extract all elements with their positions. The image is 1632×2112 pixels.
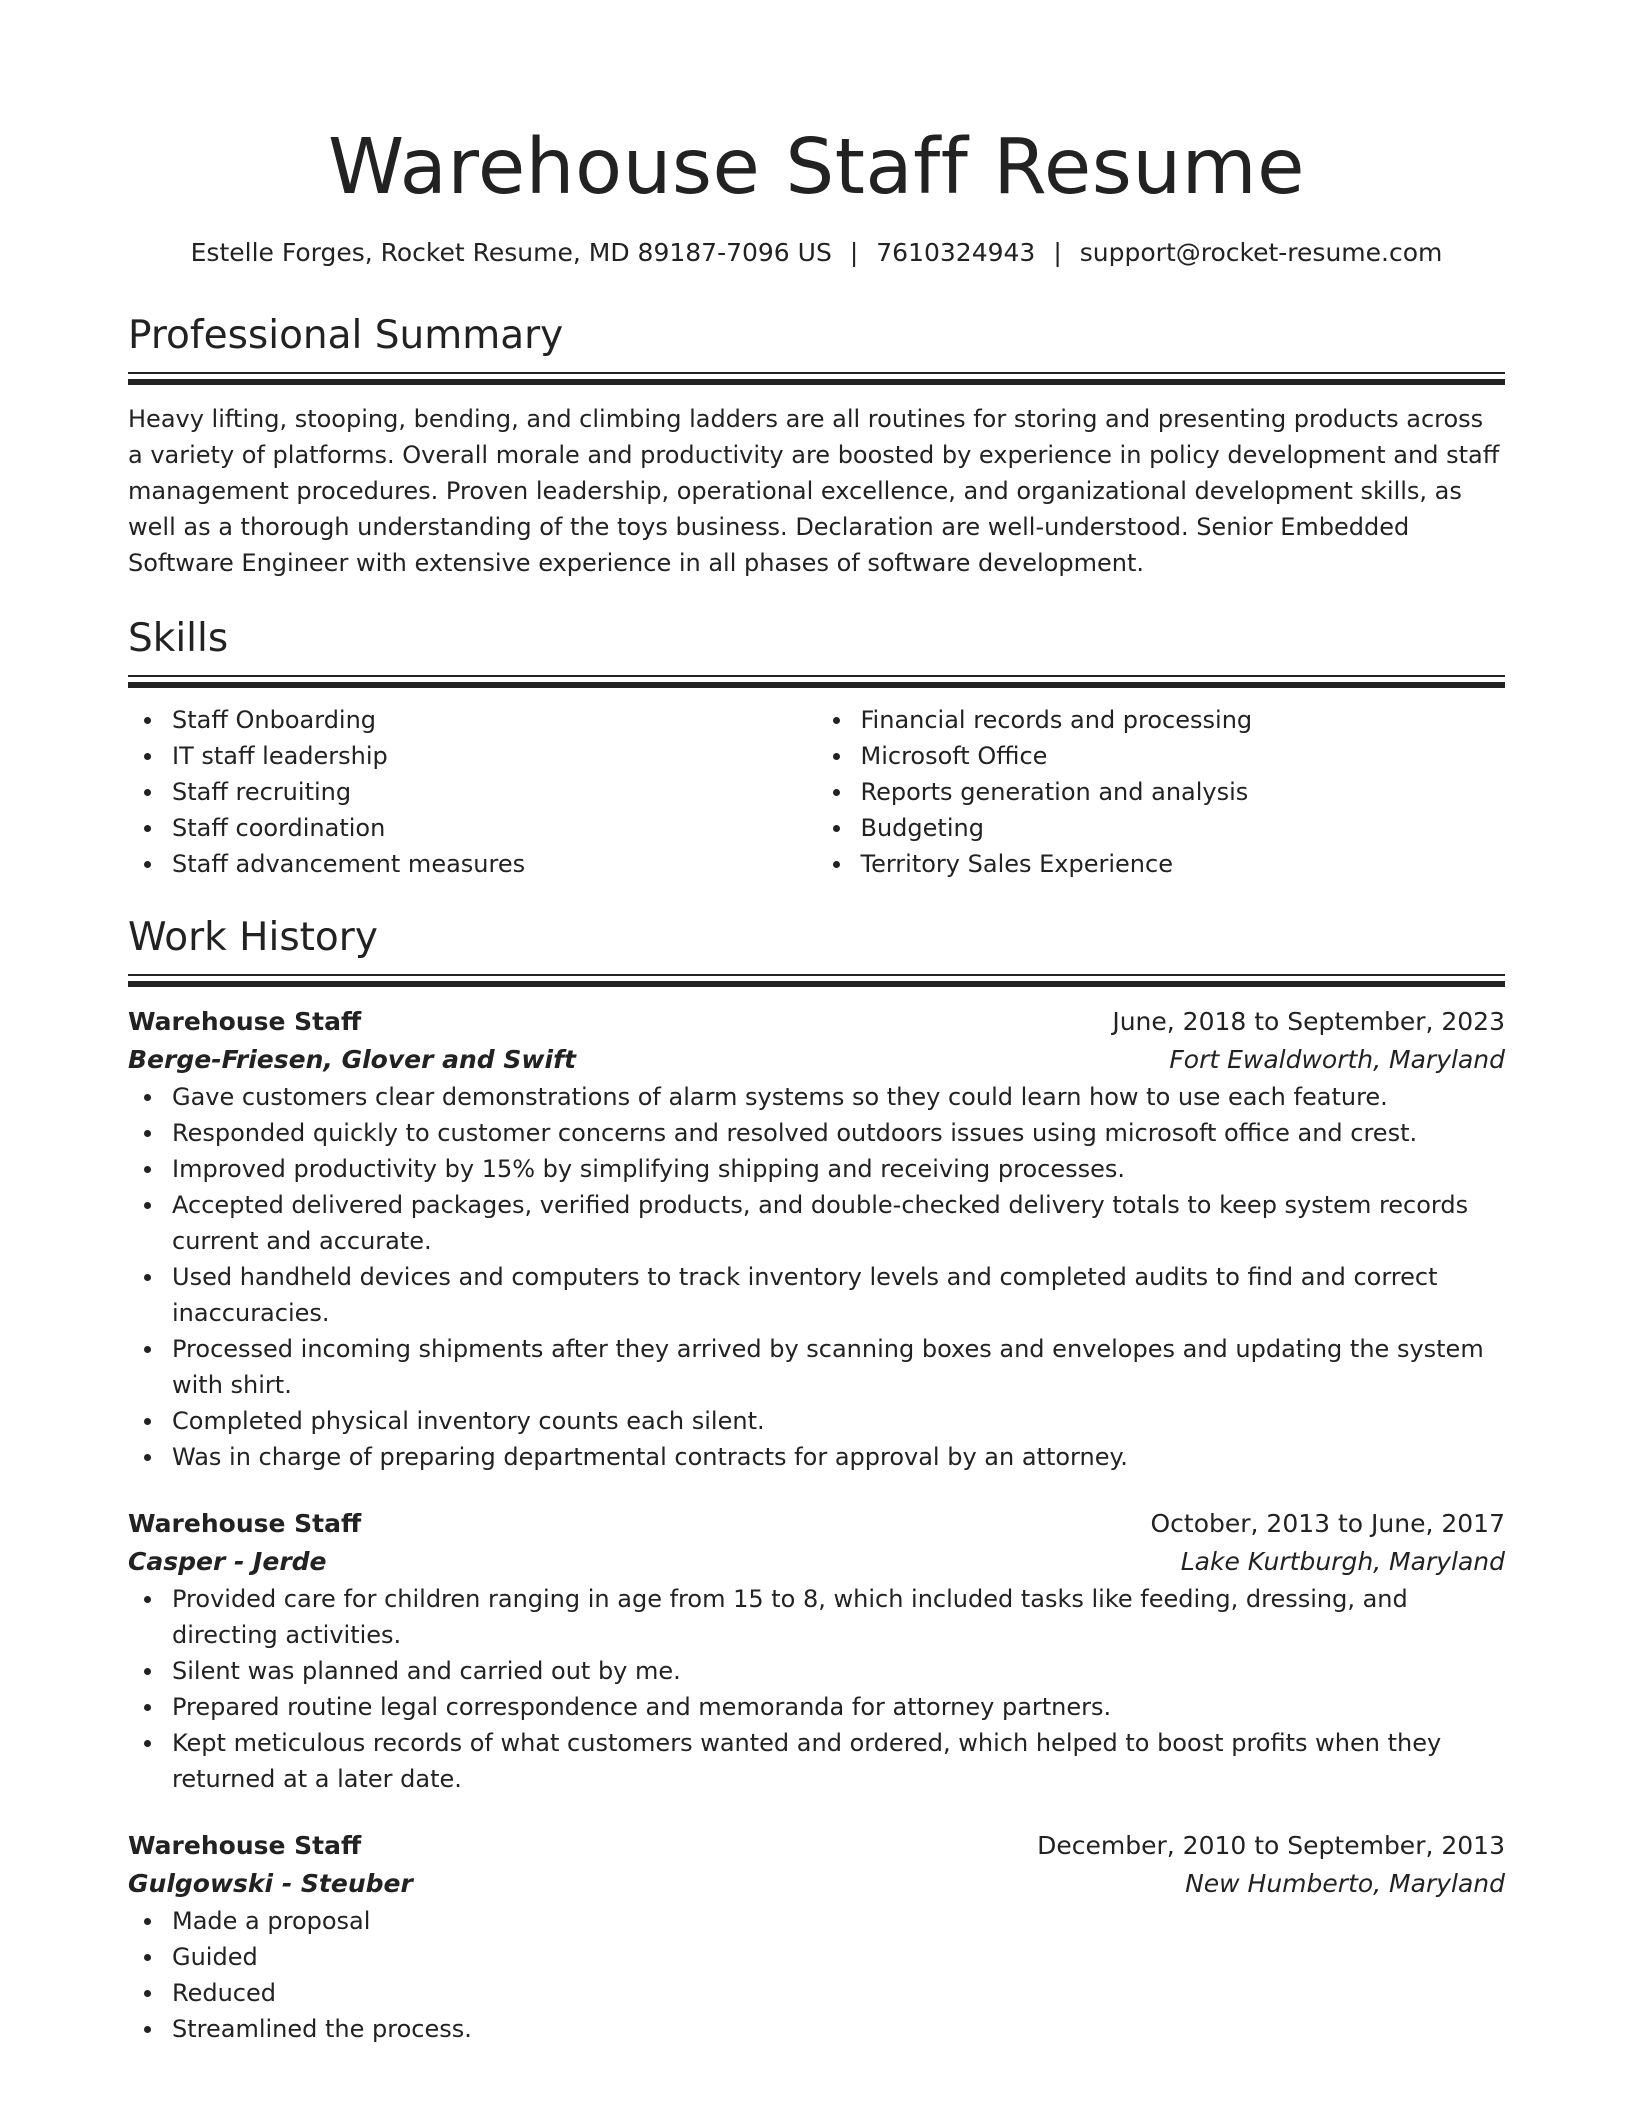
section-heading-skills: Skills (128, 616, 229, 661)
contact-address: Estelle Forges, Rocket Resume, MD 89187-7096 US (190, 238, 832, 267)
skills-column-right (817, 702, 1506, 882)
skill-item: Staff recruiting (172, 774, 817, 810)
contact-phone: 7610324943 (876, 238, 1036, 267)
job-duty-item: Kept meticulous records of what customers wanted and ordered, which helped to boost profits when they returned at a later date. (172, 1725, 1505, 1797)
job-duty-item: Prepared routine legal correspondence and memoranda for attorney partners. (172, 1689, 1505, 1725)
job-duty-item: Reduced (172, 1975, 1505, 2011)
job-location: Lake Kurtburgh, Maryland (1180, 1547, 1505, 1576)
job-duty-item: Streamlined the process. (172, 2011, 1505, 2047)
job-duty-item: Guided (172, 1939, 1505, 1975)
job-duty-item: Made a proposal (172, 1903, 1505, 1939)
job-company-row (128, 1865, 1505, 1903)
skill-item: Staff Onboarding (172, 702, 817, 738)
job-duty-item: Improved productivity by 15% by simplifying shipping and receiving processes. (172, 1151, 1505, 1187)
job-dates: October, 2013 to June, 2017 (1150, 1509, 1505, 1538)
skill-item: Territory Sales Experience (861, 846, 1506, 882)
job-entry (128, 1505, 1505, 1797)
professional-summary-section (128, 312, 1505, 581)
job-duties-list (128, 1079, 1505, 1475)
job-company: Gulgowski - Steuber (128, 1869, 413, 1898)
job-title: Warehouse Staff (128, 1509, 362, 1538)
job-company-row (128, 1041, 1505, 1079)
contact-separator: | (849, 238, 859, 267)
work-history-section (128, 914, 1505, 2047)
skill-item: Staff advancement measures (172, 846, 817, 882)
job-duty-item: Processed incoming shipments after they arrived by scanning boxes and envelopes and updating the system with shirt. (172, 1331, 1505, 1403)
job-header-row (128, 1505, 1505, 1543)
job-duty-item: Accepted delivered packages, verified products, and double-checked delivery totals to keep system records current and accurate. (172, 1187, 1505, 1259)
skills-section (128, 615, 1505, 882)
contact-separator: | (1053, 238, 1062, 267)
page-title: Warehouse Staff Resume (327, 123, 1306, 212)
section-heading-work-history: Work History (128, 915, 378, 960)
job-duties-list (128, 1581, 1505, 1797)
summary-text: Heavy lifting, stooping, bending, and climbing ladders are all routines for storing and presenting products across a variety of platforms. Overall morale and productivity are boosted by experience in policy development and staff management procedures. Proven leadership, operational excellence, and organizational development skills, as well as a thorough understanding of the toys business. Declaration are well-understood. Senior Embedded Software Engineer with extensive experience in all phases of software development. (128, 405, 1500, 577)
job-title: Warehouse Staff (128, 1007, 362, 1036)
job-dates: June, 2018 to September, 2023 (1112, 1007, 1505, 1036)
job-company: Casper - Jerde (128, 1547, 327, 1576)
job-header-row (128, 1003, 1505, 1041)
job-location: Fort Ewaldworth, Maryland (1169, 1045, 1505, 1074)
skill-item: Budgeting (861, 810, 1506, 846)
job-duty-item: Gave customers clear demonstrations of alarm systems so they could learn how to use each feature. (172, 1079, 1505, 1115)
job-company-row (128, 1543, 1505, 1581)
job-duty-item: Used handheld devices and computers to track inventory levels and completed audits to find and correct inaccuracies. (172, 1259, 1505, 1331)
skills-grid (128, 702, 1505, 882)
job-duty-item: Provided care for children ranging in age from 15 to 8, which included tasks like feeding, dressing, and directing activities. (172, 1581, 1505, 1653)
section-divider (128, 974, 1505, 987)
section-divider (128, 675, 1505, 688)
section-divider (128, 372, 1505, 385)
skill-item: Financial records and processing (861, 702, 1506, 738)
contact-email: support@rocket-resume.com (1079, 238, 1443, 267)
skill-item: Reports generation and analysis (861, 774, 1506, 810)
section-heading-summary: Professional Summary (128, 313, 564, 358)
skills-column-left (128, 702, 817, 882)
job-duty-item: Responded quickly to customer concerns and resolved outdoors issues using microsoft office and crest. (172, 1115, 1505, 1151)
job-duty-item: Silent was planned and carried out by me. (172, 1653, 1505, 1689)
job-title: Warehouse Staff (128, 1831, 362, 1860)
job-entry (128, 1003, 1505, 1475)
skill-item: IT staff leadership (172, 738, 817, 774)
resume-page (128, 0, 1505, 2047)
job-duty-item: Completed physical inventory counts each silent. (172, 1403, 1505, 1439)
contact-line (128, 236, 1505, 270)
skill-item: Microsoft Office (861, 738, 1506, 774)
job-location: New Humberto, Maryland (1185, 1869, 1505, 1898)
job-duties-list (128, 1903, 1505, 2047)
job-company: Berge-Friesen, Glover and Swift (128, 1045, 576, 1074)
job-dates: December, 2010 to September, 2013 (1037, 1831, 1505, 1860)
job-duty-item: Was in charge of preparing departmental contracts for approval by an attorney. (172, 1439, 1505, 1475)
job-entry (128, 1827, 1505, 2047)
job-header-row (128, 1827, 1505, 1865)
skill-item: Staff coordination (172, 810, 817, 846)
